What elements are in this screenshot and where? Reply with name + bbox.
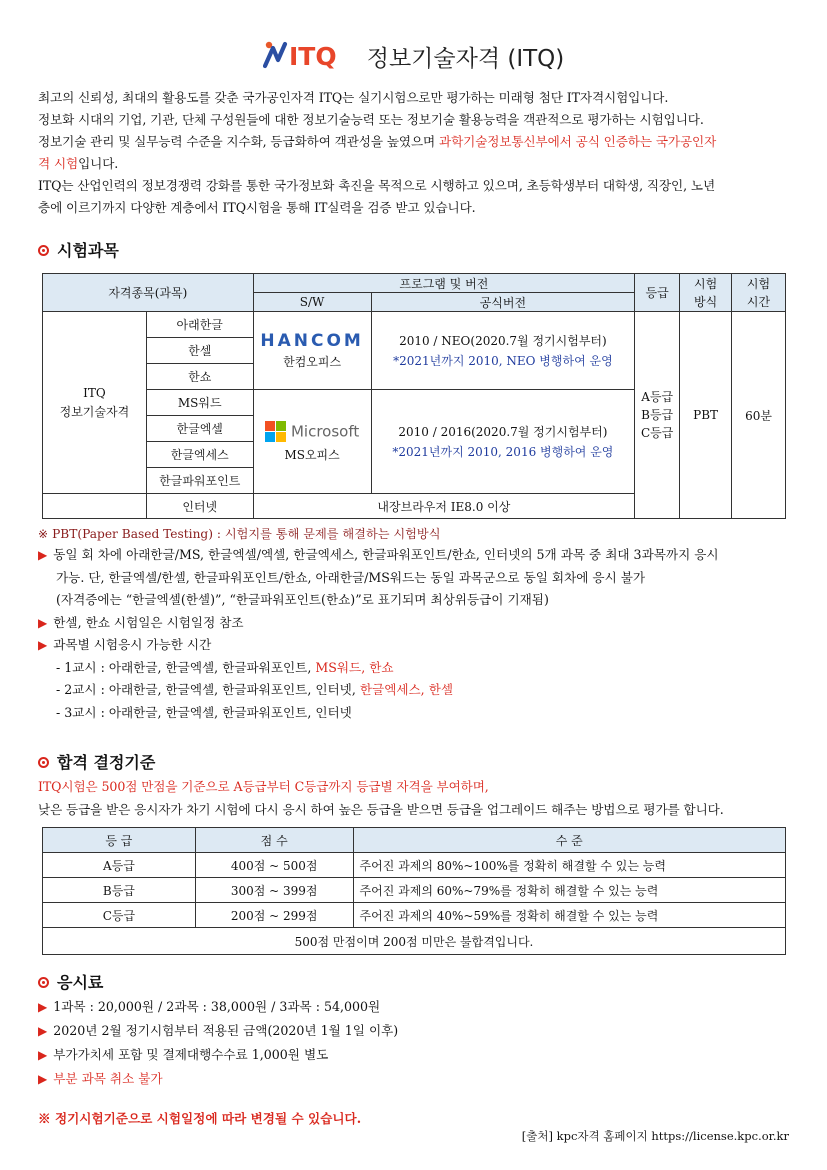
period-item: - 1교시 : 아래한글, 한글엑셀, 한글파워포인트, MS워드, 한쇼: [56, 659, 394, 675]
header-grade: 등 급: [43, 828, 196, 853]
subject-cell: 아래한글: [146, 312, 253, 338]
list-item-continued: (자격증에는 “한글엑셀(한셀)”, “한글파워포인트(한쇼)”로 표기되며 최상위등급이 기재됨): [56, 592, 549, 607]
hancom-note: *2021년까지 2010, NEO 병행하여 운영: [393, 353, 613, 368]
time-cell: 60분: [732, 312, 786, 519]
logo-text: ITQ: [288, 42, 337, 71]
qualification-spacer: [43, 494, 147, 519]
subject-cell: MS워드: [146, 390, 253, 416]
subject-cell: 한글파워포인트: [146, 468, 253, 494]
header-grade: 등급: [635, 274, 680, 312]
bullet-circle-icon: [38, 245, 49, 256]
grade-table: [42, 827, 786, 955]
qualification-cell: ITQ 정보기술자격: [43, 312, 147, 494]
subject-cell: 한쇼: [146, 364, 253, 390]
header-time: 시험 시간: [732, 274, 786, 312]
bullet-circle-icon: [38, 977, 49, 988]
pbt-note: ※ PBT(Paper Based Testing) : 시험지를 통해 문제를 해결하는 시험방식: [38, 527, 441, 541]
ms-version-cell: 2010 / 2016(2020.7월 정기시험부터) *2021년까지 2010, 2016 병행하여 운영: [371, 390, 635, 494]
triangle-bullet-icon: ▶: [38, 1048, 48, 1062]
intro-text: [38, 87, 794, 219]
section-heading-pass-criteria: 합격 결정기준: [38, 750, 155, 773]
subject-cell: 인터넷: [146, 494, 253, 519]
list-item: ▶ 부분 과목 취소 불가: [38, 1071, 163, 1086]
level-cell: 주어진 과제의 80%~100%를 정확히 해결할 수 있는 능력: [353, 853, 785, 878]
hancom-logo: HANCOM: [260, 331, 364, 351]
hancom-version-cell: 2010 / NEO(2020.7월 정기시험부터) *2021년까지 2010, NEO 병행하여 운영: [371, 312, 635, 390]
section-heading-subjects: 시험과목: [38, 238, 119, 261]
header-method: 시험 방식: [680, 274, 732, 312]
hancom-name: 한컴오피스: [283, 355, 342, 369]
list-item: ▶ 동일 회 차에 아래한글/MS, 한글엑셀/엑셀, 한글엑세스, 한글파워포인트/한쇼, 인터넷의 5개 과목 중 최대 3과목까지 응시: [38, 547, 719, 562]
subject-cell: 한글엑셀: [146, 416, 253, 442]
triangle-bullet-icon: ▶: [38, 1024, 48, 1038]
list-item: ▶ 과목별 시험응시 가능한 시간: [38, 637, 212, 652]
criteria-highlight: ITQ시험은 500점 만점을 기준으로 A등급부터 C등급까지 등급별 자격을 부여하며,: [38, 779, 489, 794]
intro-line: 최고의 신뢰성, 최대의 활용도를 갖춘 국가공인자격 ITQ는 실기시험으로만 평가하는 미래형 첨단 IT자격시험입니다.: [38, 90, 669, 105]
microsoft-logo: Microsoft: [254, 421, 371, 442]
list-item-continued: 가능. 단, 한글엑셀/한셀, 한글파워포인트/한쇼, 아래한글/MS워드는 동일 과목군으로 동일 회차에 응시 불가: [56, 569, 646, 585]
list-item: ▶ 2020년 2월 정기시험부터 적용된 금액(2020년 1월 1일 이후): [38, 1023, 399, 1038]
triangle-bullet-icon: ▶: [38, 638, 48, 652]
criteria-text: 낮은 등급을 받은 응시자가 차기 시험에 다시 응시 하여 높은 등급을 받으면 등급을 업그레이드 해주는 방법으로 평가를 합니다.: [38, 802, 724, 817]
list-item: ▶ 한셀, 한쇼 시험일은 시험일정 참조: [38, 614, 244, 630]
score-cell: 400점 ~ 500점: [195, 853, 353, 878]
table-row: [43, 903, 786, 928]
period-item: - 2교시 : 아래한글, 한글엑셀, 한글파워포인트, 인터넷, 한글엑세스, 한셀: [56, 682, 454, 697]
intro-line: 층에 이르기까지 다양한 계층에서 ITQ시험을 통해 IT실력을 검증 받고 있습니다.: [38, 200, 476, 215]
intro-line: 정보기술 관리 및 실무능력 수준을 지수화, 등급화하여 객관성을 높였으며 과학기술정보통신부에서 공식 인증하는 국가공인자: [38, 134, 717, 149]
itq-logo: [263, 38, 355, 75]
header-score: 점 수: [195, 828, 353, 853]
ms-note: *2021년까지 2010, 2016 병행하여 운영: [392, 444, 614, 459]
ms-sw-cell: [253, 390, 371, 494]
header-version: 공식버전: [371, 293, 635, 312]
ms-name: MS오피스: [284, 447, 340, 462]
source-credit: [출처] kpc자격 홈페이지 https://license.kpc.or.kr: [521, 1129, 789, 1143]
page-title: 정보기술자격 (ITQ): [366, 46, 565, 72]
period-item: - 3교시 : 아래한글, 한글엑셀, 한글파워포인트, 인터넷: [56, 704, 352, 720]
windows-icon: [265, 421, 286, 442]
subjects-table: [42, 273, 786, 519]
header-subject: 자격종목(과목): [43, 274, 254, 312]
fee-list: [38, 995, 798, 1091]
section-heading-fee: 응시료: [38, 970, 103, 993]
subjects-notes: [38, 544, 798, 724]
level-cell: 주어진 과제의 40%~59%를 정확히 해결할 수 있는 능력: [353, 903, 785, 928]
subject-cell: 한셀: [146, 338, 253, 364]
schedule-notice: ※ 정기시험기준으로 시험일정에 따라 변경될 수 있습니다.: [38, 1111, 362, 1126]
grade-cell: C등급: [43, 903, 196, 928]
header-program: 프로그램 및 버전: [253, 274, 635, 293]
score-cell: 200점 ~ 299점: [195, 903, 353, 928]
triangle-bullet-icon: ▶: [38, 1000, 48, 1014]
header-sw: S/W: [253, 293, 371, 312]
triangle-bullet-icon: ▶: [38, 1072, 48, 1086]
intro-line: 격 시험입니다.: [38, 156, 119, 171]
internet-version-cell: 내장브라우저 IE8.0 이상: [253, 494, 635, 519]
score-cell: 300점 ~ 399점: [195, 878, 353, 903]
method-cell: PBT: [680, 312, 732, 519]
pass-criteria-text: [38, 775, 794, 821]
intro-highlight: 과학기술정보통신부에서 공식 인증하는 국가공인자: [439, 134, 717, 149]
intro-line: 정보화 시대의 기업, 기관, 단체 구성원들에 대한 정보기술능력 또는 정보기술 활용능력을 객관적으로 평가하는 시험입니다.: [38, 112, 704, 127]
grade-cell: A등급: [43, 853, 196, 878]
grade-cell: A등급 B등급 C등급: [635, 312, 680, 519]
grade-table-footer: 500점 만점이며 200점 미만은 불합격입니다.: [43, 928, 786, 955]
intro-highlight: 격 시험: [38, 156, 79, 171]
triangle-bullet-icon: ▶: [38, 548, 48, 562]
page-header: [0, 38, 827, 82]
grade-cell: B등급: [43, 878, 196, 903]
triangle-bullet-icon: ▶: [38, 615, 48, 630]
table-row: [43, 853, 786, 878]
header-level: 수 준: [353, 828, 785, 853]
bullet-circle-icon: [38, 757, 49, 768]
intro-line: ITQ는 산업인력의 정보경쟁력 강화를 통한 국가정보화 촉진을 목적으로 시행하고 있으며, 초등학생부터 대학생, 직장인, 노년: [38, 178, 716, 193]
list-item: ▶ 1과목 : 20,000원 / 2과목 : 38,000원 / 3과목 : 54,000원: [38, 999, 381, 1014]
table-row: [43, 878, 786, 903]
hancom-sw-cell: [253, 312, 371, 390]
subject-cell: 한글엑세스: [146, 442, 253, 468]
level-cell: 주어진 과제의 60%~79%를 정확히 해결할 수 있는 능력: [353, 878, 785, 903]
list-item: ▶ 부가가치세 포함 및 결제대행수수료 1,000원 별도: [38, 1047, 329, 1062]
